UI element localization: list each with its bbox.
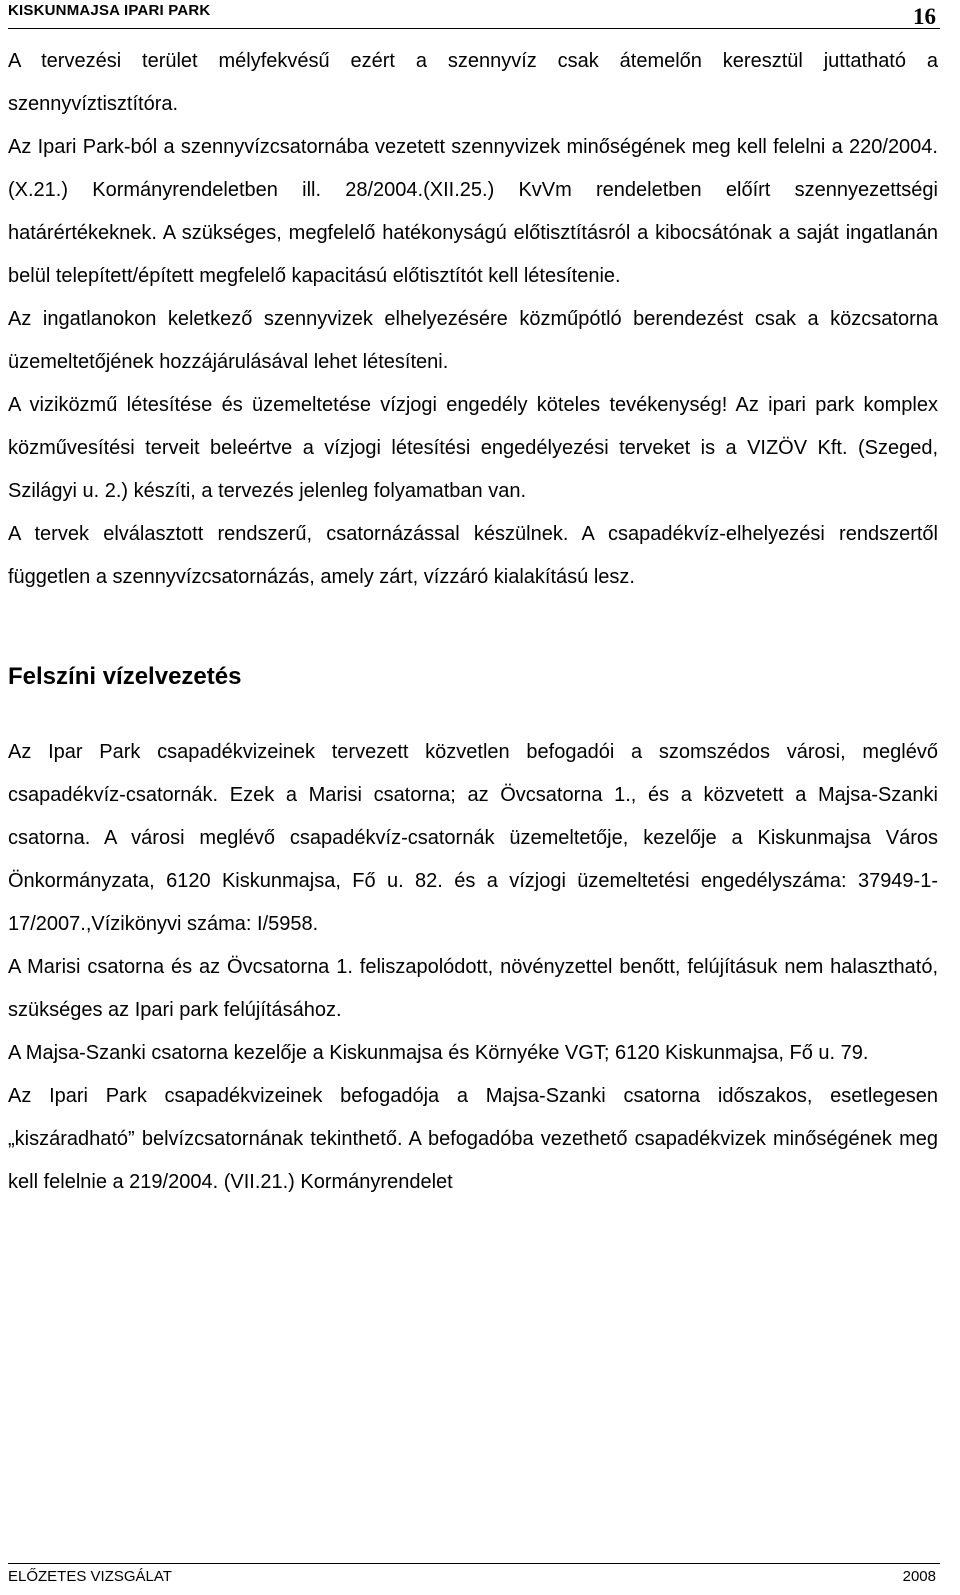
paragraph: Az Ipari Park-ból a szennyvízcsatornába vezetett szennyvizek minőségének meg kell felelni a 220/2004.(X.21.) Kormányrendeletben ill. 28/2004.(XII.25.) KvVm rendeletben előírt szennyezettségi határértékeknek. A szükséges, megfelelő hatékonyságú előtisztításról a kibocsátónak a saját ingatlanán belül telepített/épített megfelelő kapacitású előtisztítót kell létesítenie. <box>8 136 938 287</box>
paragraph: A tervezési terület mélyfekvésű ezért a szennyvíz csak átemelőn keresztül juttatható a szennyvíztisztítóra. <box>8 50 938 115</box>
paragraph: Az ingatlanokon keletkező szennyvizek elhelyezésére közműpótló berendezést csak a közcsatorna üzemeltetőjének hozzájárulásával lehet létesíteni. <box>8 308 938 373</box>
paragraph: Az Ipar Park csapadékvizeinek tervezett közvetlen befogadói a szomszédos városi, meglévő csapadékvíz-csatornák. Ezek a Marisi csatorna; az Övcsatorna 1., és a közvetett a Majsa-Szanki csatorna. A városi meglévő csapadékvíz-csatornák üzemeltetője, kezelője a Kiskunmajsa Város Önkormányzata, 6120 Kiskunmajsa, Fő u. 82. és a vízjogi üzemeltetési engedélyszáma: 37949-1-17/2007.,Vízikönyvi száma: I/5958. <box>8 741 938 935</box>
paragraph: A Marisi csatorna és az Övcsatorna 1. feliszapolódott, növényzettel benőtt, felújításuk nem halasztható, szükséges az Ipari park felújításához. <box>8 956 938 1021</box>
page-header <box>8 0 940 29</box>
paragraph: A viziközmű létesítése és üzemeltetése vízjogi engedély köteles tevékenység! Az ipari park komplex közművesítési terveit beleértve a vízjogi létesítési engedélyezési terveket is a VIZÖV Kft. (Szeged, Szilágyi u. 2.) készíti, a tervezés jelenleg folyamatban van. <box>8 394 938 502</box>
paragraph: A tervek elválasztott rendszerű, csatornázással készülnek. A csapadékvíz-elhelyezési rendszertől független a szennyvízcsatornázás, amely zárt, vízzáró kialakítású lesz. <box>8 523 938 588</box>
document-body <box>8 40 938 1204</box>
paragraph: A Majsa-Szanki csatorna kezelője a Kiskunmajsa és Környéke VGT; 6120 Kiskunmajsa, Fő u. 79. <box>8 1042 869 1064</box>
document-title: KISKUNMAJSA IPARI PARK <box>8 2 211 19</box>
footer-left-text: ELŐZETES VIZSGÁLAT <box>8 1568 172 1585</box>
section-heading: Felszíni vízelvezetés <box>8 663 242 690</box>
footer-year: 2008 <box>902 1568 936 1585</box>
paragraph: Az Ipari Park csapadékvizeinek befogadója a Majsa-Szanki csatorna időszakos, esetlegesen „kiszáradható” belvízcsatornának tekinthető. A befogadóba vezethető csapadékvizek minőségének meg kell felelnie a 219/2004. (VII.21.) Kormányrendelet <box>8 1085 938 1193</box>
page-footer <box>8 1563 940 1588</box>
page-number: 16 <box>913 4 936 29</box>
